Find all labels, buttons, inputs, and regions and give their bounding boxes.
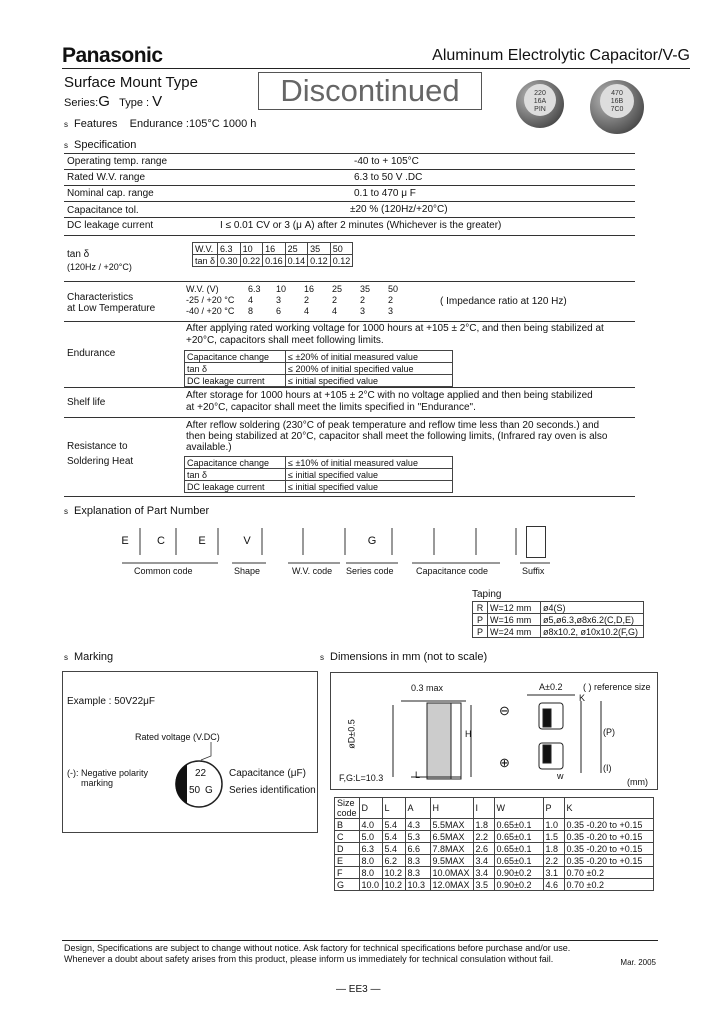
features-text: Endurance :105°C 1000 h bbox=[129, 118, 257, 130]
tan-table: W.V. 6.3 10 16 25 35 50 tan δ 0.30 0.22 0.16 0.14 0.12 0.12 bbox=[192, 242, 353, 267]
a-label: A±0.2 bbox=[539, 682, 563, 692]
features-label: Features bbox=[74, 118, 118, 130]
cap-value-mark: 22 bbox=[195, 768, 207, 779]
rated-voltage-label: Rated voltage (V.DC) bbox=[135, 732, 220, 742]
features-line: s Features Endurance :105°C 1000 h bbox=[64, 118, 257, 130]
pn-label-common: Common code bbox=[134, 566, 193, 576]
plus-sign-icon: ⊕ bbox=[499, 755, 510, 770]
spec-row-tan: tan δ (120Hz / +20°C) W.V. 6.3 10 16 25 35 50 tan δ 0.30 0.22 0.16 0.14 0.12 0.12 bbox=[64, 235, 635, 282]
pn-label-suffix: Suffix bbox=[522, 566, 545, 576]
capacitor-side-sleeve bbox=[451, 703, 461, 779]
part-number-heading: s Explanation of Part Number bbox=[64, 505, 210, 517]
mount-type: Surface Mount Type bbox=[64, 74, 198, 91]
footer-date: Mar. 2005 bbox=[620, 958, 656, 967]
pn-box-3: E bbox=[198, 535, 206, 547]
taping-title: Taping bbox=[472, 589, 502, 600]
spec-row-temp: Operating temp. range -40 to + 105°C bbox=[64, 153, 635, 170]
minus-sign-icon: ⊖ bbox=[499, 703, 510, 718]
spec-row-tolerance: Capacitance tol. ±20 % (120Hz/+20°C) bbox=[64, 201, 635, 218]
brand-logo: Panasonic bbox=[62, 44, 163, 67]
pn-label-shape: Shape bbox=[234, 566, 261, 576]
footer-line-1: Design, Specifications are subject to change without notice. Ask factory for technical specifications before purchase and/or use. bbox=[64, 943, 571, 953]
series-id-label: Series identification bbox=[229, 785, 316, 796]
series-label: Series: bbox=[64, 97, 99, 109]
h-label: H bbox=[465, 729, 472, 739]
neg-polarity-label: (-): Negative polarity bbox=[67, 768, 149, 778]
voltage-value-mark: 50 bbox=[189, 785, 201, 796]
series-mark: G bbox=[205, 785, 213, 796]
page-number: — EE3 — bbox=[336, 984, 381, 995]
pn-label-capacitance: Capacitance code bbox=[416, 566, 489, 576]
dim-row-e: E 8.0 6.2 8.3 9.5MAX 3.4 0.65±0.1 2.2 0.35 -0.20 to +0.15 bbox=[335, 855, 654, 867]
spec-row-voltage: Rated W.V. range 6.3 to 50 V .DC bbox=[64, 169, 635, 186]
negative-polarity-band bbox=[175, 764, 187, 804]
spec-row-shelf: Shelf life After storage for 1000 hours at +105 ± 2°C with no voltage applied and then being stabilized at +20°C, capacitor shall meet the limits specified in "Endurance". bbox=[64, 387, 635, 418]
pn-box-4: V bbox=[243, 535, 251, 547]
dim-row-f: F 8.0 10.2 8.3 10.0MAX 3.4 0.90±0.2 3.1 0.70 ±0.2 bbox=[335, 867, 654, 879]
dimension-drawing-box bbox=[330, 672, 658, 790]
pn-box-7: G bbox=[367, 535, 377, 547]
pn-label-series: Series code bbox=[346, 566, 394, 576]
dim-row-b: B 4.0 5.4 4.3 5.5MAX 1.8 0.65±0.1 1.0 0.35 -0.20 to +0.15 bbox=[335, 819, 654, 831]
spec-row-leakage: DC leakage current I ≤ 0.01 CV or 3 (μ A) after 2 minutes (Whichever is the greater) bbox=[64, 217, 635, 234]
low-temp-table: W.V. (V) 6.3 10 16 25 35 50 -25 / +20 °C 4 3 2 2 2 2 -40 / +20 °C 8 6 4 4 3 3 bbox=[186, 283, 399, 316]
pn-box-1: E bbox=[121, 535, 129, 547]
spec-row-cap-range: Nominal cap. range 0.1 to 470 μ F bbox=[64, 185, 635, 202]
marking-box bbox=[62, 671, 318, 833]
d-label: øD±0.5 bbox=[346, 719, 357, 749]
spec-row-low-temp: Characteristics at Low Temperature W.V. (V) 6.3 10 16 25 35 50 -25 / +20 °C 4 3 2 2 2 2 -40 / +20 °C 8 6 4 4 3 3 ( Impedance ratio at 120 Hz) bbox=[64, 281, 635, 322]
spec-row-endurance: Endurance After applying rated working voltage for 1000 hours at +105 ± 2°C, and then being stabilized at +20°C, capacitors shall meet following limits. Capacitance change ≤ ±20% of initial measured value tan δ ≤ 200% of initial specified value DC leakage current ≤ initial specified value bbox=[64, 321, 635, 388]
i-label: (I) bbox=[603, 763, 612, 773]
unit-label: (mm) bbox=[627, 777, 648, 787]
endurance-table: Capacitance change ≤ ±20% of initial measured value tan δ ≤ 200% of initial specified value DC leakage current ≤ initial specified value bbox=[184, 350, 453, 387]
soldering-table: Capacitance change ≤ ±10% of initial measured value tan δ ≤ initial specified value DC leakage current ≤ initial specified value bbox=[184, 456, 453, 493]
max-note: 0.3 max bbox=[411, 683, 444, 693]
type-label: Type : bbox=[119, 97, 150, 109]
spec-row-soldering: Resistance to Soldering Heat After reflow soldering (230°C of peak temperature and reflow time less than 20 seconds.) and then being stabilized at 20°C, capacitor shall meet the following limits, (Infrared ray oven is also available.) Capacitance change ≤ ±10% of initial measured value tan δ ≤ initial specified value DC leakage current ≤ initial specified value bbox=[64, 417, 635, 497]
footer-line-2: Whenever a doubt about safety arises from this product, please inform us immediately for technical consulation without fail. bbox=[64, 954, 554, 964]
w-label: w bbox=[557, 771, 564, 781]
footer-rule bbox=[62, 940, 658, 941]
pn-box-2: C bbox=[157, 535, 165, 547]
p-label: (P) bbox=[603, 727, 615, 737]
dim-row-d: D 6.3 5.4 6.6 7.8MAX 2.6 0.65±0.1 1.8 0.35 -0.20 to +0.15 bbox=[335, 843, 654, 855]
pn-label-wv: W.V. code bbox=[292, 566, 333, 576]
marking-heading: s Marking bbox=[64, 651, 114, 663]
dim-row-g: G 10.0 10.2 10.3 12.0MAX 3.5 0.90±0.2 4.6 0.70 ±0.2 bbox=[335, 879, 654, 891]
k-label: K bbox=[579, 693, 586, 703]
dim-row-c: C 5.0 5.4 5.3 6.5MAX 2.2 0.65±0.1 1.5 0.35 -0.20 to +0.15 bbox=[335, 831, 654, 843]
discontinued-stamp: Discontinued bbox=[258, 72, 482, 110]
capacitance-label: Capacitance (μF) bbox=[229, 768, 306, 779]
document-title: Aluminum Electrolytic Capacitor/V-G bbox=[432, 47, 690, 64]
marking-example: Example : 50V22μF bbox=[67, 696, 156, 707]
specification-heading: s Specification bbox=[64, 139, 137, 151]
neg-marking-label: marking bbox=[81, 778, 114, 788]
l-label: L bbox=[415, 770, 421, 780]
series-value: G bbox=[98, 93, 110, 110]
capacitor-face-1: 220 16A PIN bbox=[524, 84, 556, 116]
taping-table: R W=12 mm ø4(S) P W=16 mm ø5,ø6.3,ø8x6.2(C,D,E) P W=24 mm ø8x10.2, ø10x10.2(F,G) bbox=[472, 601, 644, 638]
footer-notes bbox=[64, 943, 570, 965]
capacitor-face-2: 470 16B 7C0 bbox=[600, 84, 634, 118]
type-value: V bbox=[152, 93, 163, 110]
capacitor-side-view bbox=[427, 703, 451, 779]
reference-note: ( ) reference size bbox=[583, 682, 651, 692]
dimensions-heading: s Dimensions in mm (not to scale) bbox=[320, 651, 488, 663]
fg-label: F,G:L=10.3 bbox=[339, 773, 384, 783]
dimensions-table: Size code D L A H I W P K B 4.0 5.4 4.3 5.5MAX 1.8 0.65±0.1 1.0 0.35 -0.20 to +0.15 C 5.0 5.4 5.3 6.5MAX 2.2 0.65±0.1 1.5 0.35 -0.20 to +0.15 D 6.3 5.4 6.6 7.8MAX 2.6 0.65±0.1 1.8 0.35 -0.20 to +0.15 E 8.0 6.2 8.3 9.5MAX 3.4 0.65±0.1 2.2 0.35 -0.20 to +0.15 F 8.0 10.2 8.3 10.0MAX 3.4 0.90±0.2 3.1 0.70 ±0.2 G 10.0 10.2 10.3 12.0MAX 3.5 0.90±0.2 4.6 0.70 ±0.2 bbox=[334, 797, 654, 891]
